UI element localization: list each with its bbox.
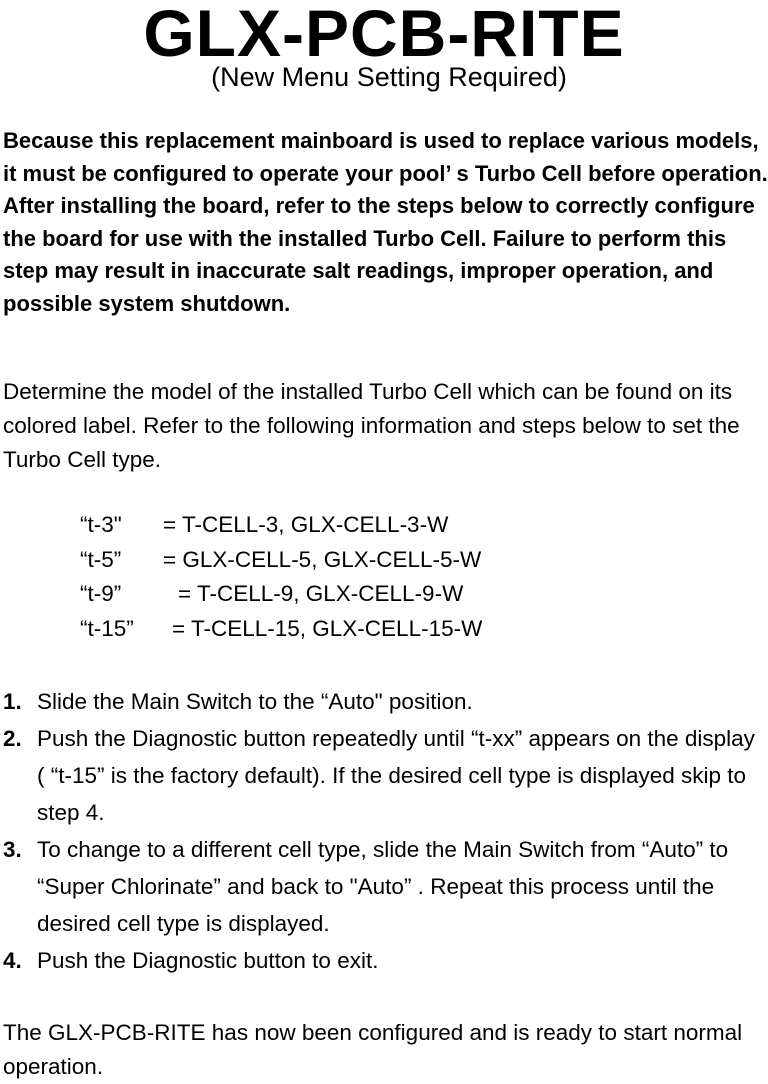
steps-list [0, 683, 768, 979]
cell-type-models: = T-CELL-3, GLX-CELL-3-W [163, 512, 449, 537]
cell-type-code: “t-9” [80, 581, 122, 606]
step-item [0, 942, 768, 979]
cell-type-code: “t-3" [80, 512, 122, 537]
step-number: 4. [3, 948, 22, 973]
cell-type-code: “t-15” [80, 615, 134, 641]
cell-type-row [80, 508, 680, 543]
intro-paragraph: Determine the model of the installed Turbo Cell which can be found on its colored label. Refer to the following information and steps below to set the Turbo Cell type. [3, 379, 740, 472]
step-number: 2. [3, 726, 22, 751]
cell-type-list [80, 508, 680, 646]
step-text: Slide the Main Switch to the “Auto" position. [37, 689, 473, 714]
step-text: Push the Diagnostic button repeatedly until “t-xx” appears on the display ( “t-15” is the factory default). If the desired cell type is displayed skip to step 4. [37, 726, 755, 825]
step-item [0, 720, 768, 831]
step-number: 1. [3, 689, 22, 714]
cell-type-models: = T-CELL-9, GLX-CELL-9-W [178, 581, 464, 606]
warning-paragraph: Because this replacement mainboard is used to replace various models, it must be configured to operate your pool’ s Turbo Cell before operation. After installing the board, refer to the steps below to correctly configure the board for use with the installed Turbo Cell. Failure to perform this step may result in inaccurate salt readings, improper operation, and possible system shutdown. [3, 128, 768, 316]
cell-type-code: “t-5” [80, 546, 122, 572]
cell-type-models: = T-CELL-15, GLX-CELL-15-W [172, 615, 483, 641]
step-item [0, 831, 768, 942]
cell-type-row [80, 543, 680, 578]
step-number: 3. [3, 837, 22, 862]
cell-type-row [80, 612, 680, 647]
page-subtitle: (New Menu Setting Required) [211, 62, 567, 92]
page-title: GLX-PCB-RITE [143, 0, 625, 70]
cell-type-models: = GLX-CELL-5, GLX-CELL-5-W [163, 546, 482, 572]
step-text: Push the Diagnostic button to exit. [37, 948, 379, 973]
final-paragraph: The GLX-PCB-RITE has now been configured and is ready to start normal operation. [3, 1020, 743, 1079]
step-item [0, 683, 768, 720]
cell-type-row [80, 577, 680, 612]
step-text: To change to a different cell type, slide the Main Switch from “Auto” to “Super Chlorinate” and back to "Auto” . Repeat this process until the desired cell type is displayed. [37, 837, 729, 936]
